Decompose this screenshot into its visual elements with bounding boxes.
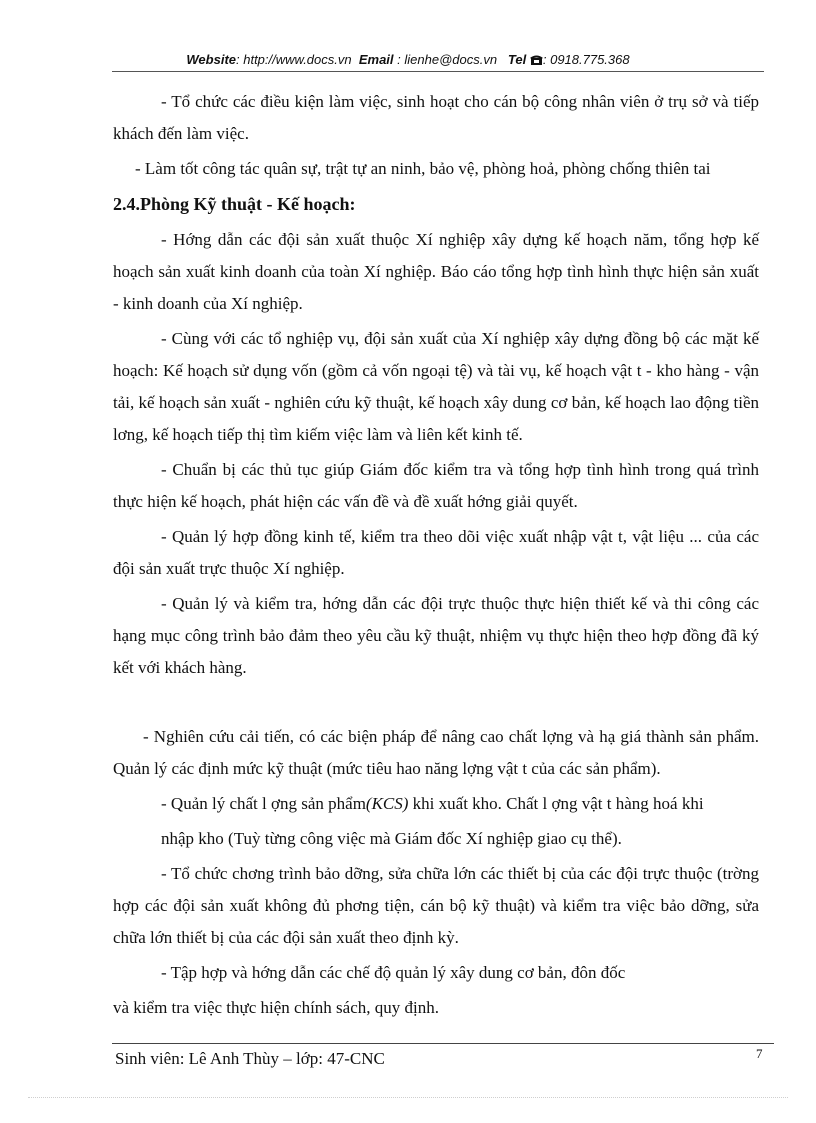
email-value: : lienhe@docs.vn <box>397 52 498 67</box>
document-body <box>113 86 759 1027</box>
paragraph: - Quản lý hợp đồng kinh tế, kiểm tra theo dõi việc xuất nhập vật t, vật liệu ... của các đội sản xuất trực thuộc Xí nghiệp. <box>113 527 759 578</box>
phone-icon <box>530 54 543 69</box>
kcs-abbreviation: (KCS) <box>365 794 409 813</box>
email-label: Email <box>358 52 394 67</box>
paragraph: nhập kho (Tuỳ từng công việc mà Giám đốc Xí nghiệp giao cụ thể). <box>161 829 622 848</box>
tel-label: Tel <box>507 52 527 67</box>
paragraph: - Nghiên cứu cải tiến, có các biện pháp để nâng cao chất lợng và hạ giá thành sản phẩm. Quản lý các định mức kỹ thuật (mức tiêu hao năng lợng vật t của các sản phẩm). <box>113 727 759 778</box>
website-url: : http://www.docs.vn <box>236 52 352 67</box>
paragraph-text: - Quản lý chất l ợng sản phẩm <box>161 794 366 813</box>
spacer <box>113 687 759 721</box>
paragraph-text: khi xuất kho. Chất l ợng vật t hàng hoá khi <box>408 794 704 813</box>
paragraph <box>113 788 759 820</box>
footer-divider <box>112 1043 774 1044</box>
paragraph: - Cùng với các tổ nghiệp vụ, đội sản xuất của Xí nghiệp xây dựng đồng bộ các mặt kế hoạch: Kế hoạch sử dụng vốn (gồm cả vốn ngoại tệ) và tài vụ, kế hoạch vật t - kho hàng - vận tải, kế hoạch sản xuất - nghiên cứu kỹ thuật, kế hoạch xây dung cơ bản, kế hoạch lao động tiền lơng, kế hoạch tiếp thị tìm kiếm việc làm và liên kết kinh tế. <box>113 329 759 444</box>
page-number: 7 <box>756 1046 763 1061</box>
tel-value: : 0918.775.368 <box>542 52 630 67</box>
page-header <box>0 52 816 69</box>
paragraph: - Tập hợp và hớng dẫn các chế độ quản lý xây dung cơ bản, đôn đốc <box>161 963 626 982</box>
paragraph: - Làm tốt công tác quân sự, trật tự an ninh, bảo vệ, phòng hoả, phòng chống thiên tai <box>135 159 711 178</box>
paragraph: và kiểm tra việc thực hiện chính sách, quy định. <box>113 998 439 1017</box>
section-heading: 2.4.Phòng Kỹ thuật - Kế hoạch: <box>113 194 356 214</box>
paragraph: - Tổ chức chơng trình bảo dỡng, sửa chữa lớn các thiết bị của các đội trực thuộc (trờng hợp các đội sản xuất không đủ phơng tiện, cán bộ kỹ thuật) và kiểm tra việc bảo dỡng, sửa chữa lớn thiết bị của các đội sản xuất theo định kỳ. <box>113 864 759 947</box>
website-label: Website <box>186 52 236 67</box>
paragraph: - Tổ chức các điều kiện làm việc, sinh hoạt cho cán bộ công nhân viên ở trụ sở và tiếp khách đến làm việc. <box>113 92 759 143</box>
paragraph: - Quản lý và kiểm tra, hớng dẫn các đội trực thuộc thực hiện thiết kế và thi công các hạng mục công trình bảo đảm theo yêu cầu kỹ thuật, nhiệm vụ thực hiện theo hợp đồng đã ký kết với khách hàng. <box>113 594 759 677</box>
page-edge-divider <box>28 1097 788 1098</box>
paragraph: - Chuẩn bị các thủ tục giúp Giám đốc kiểm tra và tổng hợp tình hình trong quá trình thực hiện kế hoạch, phát hiện các vấn đề và đề xuất hớng giải quyết. <box>113 460 759 511</box>
paragraph: - Hớng dẫn các đội sản xuất thuộc Xí nghiệp xây dựng kế hoạch năm, tổng hợp kế hoạch sản xuất kinh doanh của toàn Xí nghiệp. Báo cáo tổng hợp tình hình thực hiện sản xuất - kinh doanh của Xí nghiệp. <box>113 230 759 313</box>
header-divider <box>112 71 764 72</box>
student-info: Sinh viên: Lê Anh Thùy – lớp: 47-CNC <box>115 1049 385 1068</box>
